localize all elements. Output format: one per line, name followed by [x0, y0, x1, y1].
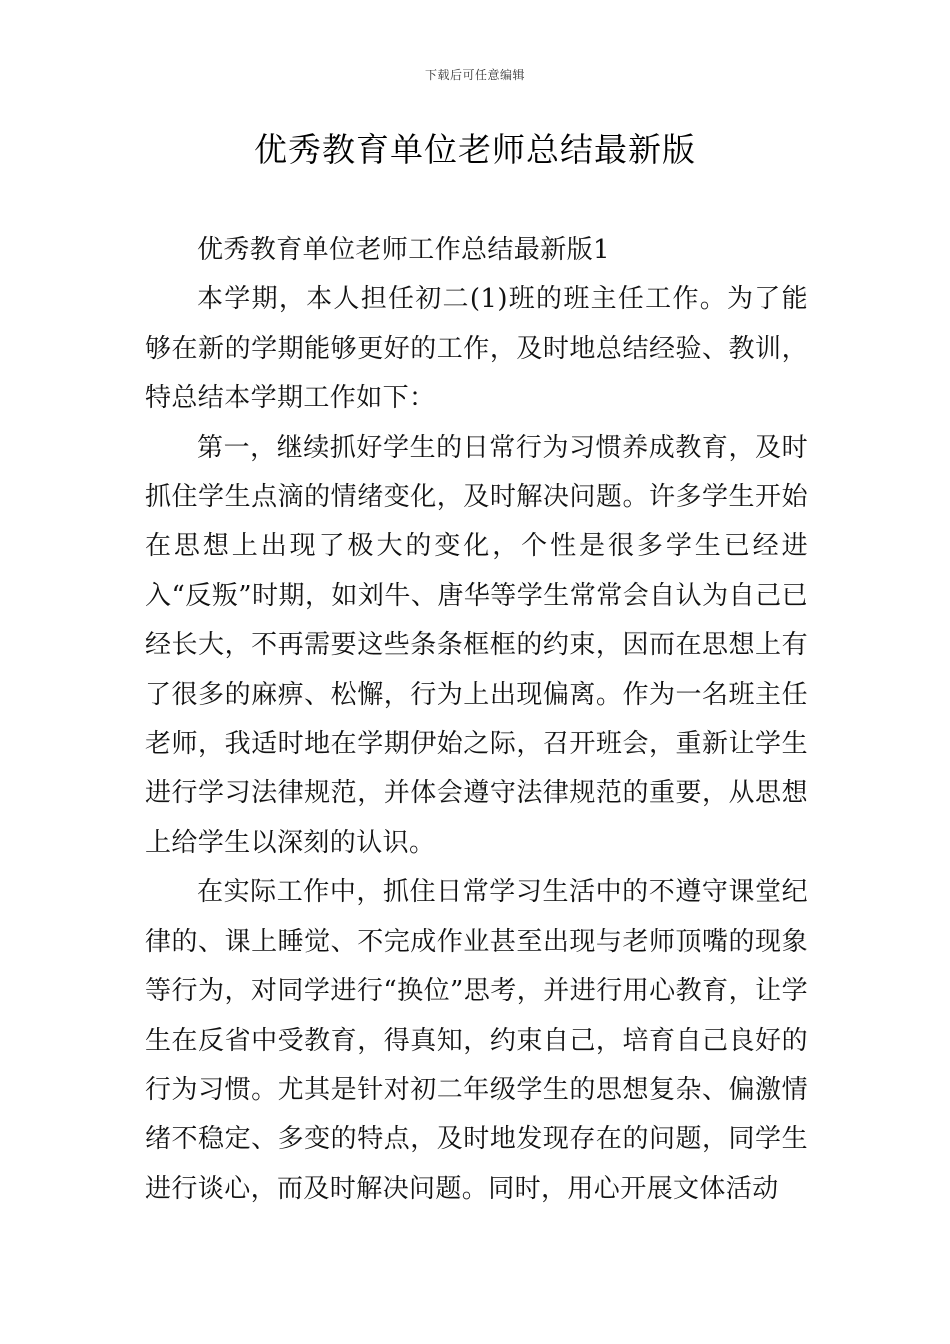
subtitle-paragraph: 优秀教育单位老师工作总结最新版1	[197, 235, 610, 265]
body-paragraph: 在实际工作中，抓住日常学习生活中的不遵守课堂纪律的、课上睡觉、不完成作业甚至出现与老师顶嘴的现象等行为，对同学进行“换位”思考，并进行用心教育，让学生在反省中受教育，得真知，约束自己，培育自己良好的行为习惯。尤其是针对初二年级学生的思想复杂、偏激情绪不稳定、多变的特点，及时地发现存在的问题，同学生进行谈心，而及时解决问题。同时，用心开展文体活动	[145, 877, 808, 1204]
header-note: 下载后可任意编辑	[424, 68, 525, 82]
body-paragraph: 本学期，本人担任初二(1)班的班主任工作。为了能够在新的学期能够更好的工作，及时地总结经验、教训，特总结本学期工作如下：	[145, 284, 808, 414]
document-body	[145, 226, 808, 1214]
body-paragraph: 第一，继续抓好学生的日常行为习惯养成教育，及时抓住学生点滴的情绪变化，及时解决问题。许多学生开始在思想上出现了极大的变化，个性是很多学生已经进入“反叛”时期，如刘牛、唐华等学生常常会自认为自己已经长大，不再需要这些条条框框的约束，因而在思想上有了很多的麻痹、松懈，行为上出现偏离。作为一名班主任老师，我适时地在学期伊始之际，召开班会，重新让学生进行学习法律规范，并体会遵守法律规范的重要，从思想上给学生以深刻的认识。	[145, 432, 808, 858]
document-title: 优秀教育单位老师总结最新版	[254, 130, 696, 169]
